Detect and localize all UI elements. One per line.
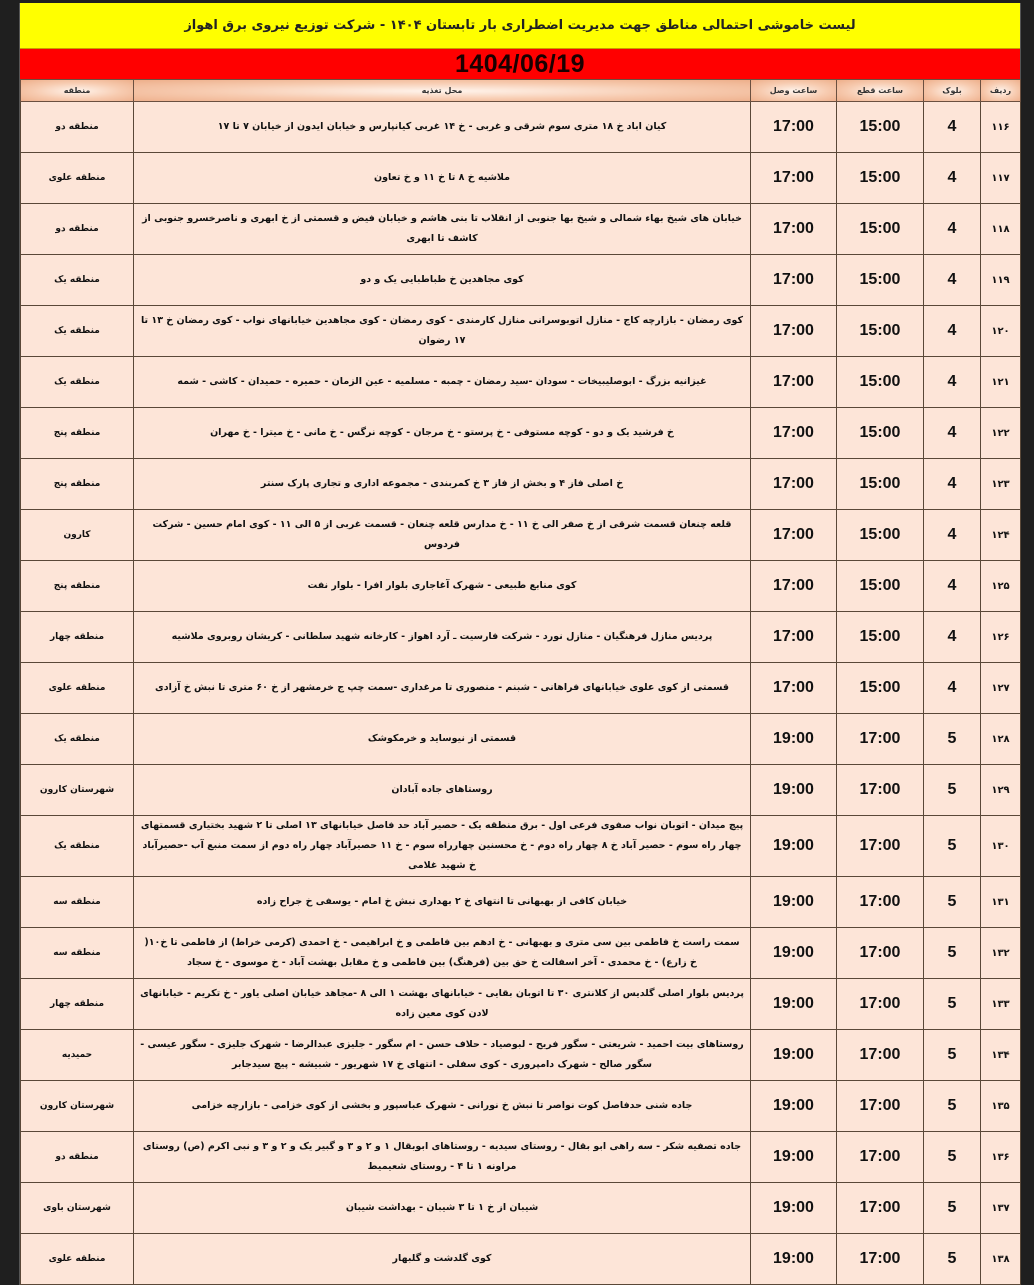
reconnect-time-cell: 19:00 <box>751 1132 837 1183</box>
row-number-cell: ۱۳۳ <box>981 979 1021 1030</box>
reconnect-time-cell: 19:00 <box>751 1234 837 1285</box>
location-cell: پردیس منازل فرهنگیان - منازل نورد - شرکت فارسیت ـ آرد اهواز - کارخانه شهید سلطانی - کریشان روبروی ملاشیه <box>134 612 751 663</box>
block-cell: 5 <box>924 816 981 877</box>
cut-time-cell: 17:00 <box>837 1234 924 1285</box>
cut-time-cell: 17:00 <box>837 1132 924 1183</box>
reconnect-time-cell: 19:00 <box>751 765 837 816</box>
row-number-cell: ۱۳۰ <box>981 816 1021 877</box>
block-cell: 5 <box>924 877 981 928</box>
reconnect-time-cell: 19:00 <box>751 1183 837 1234</box>
table-row <box>21 1030 1021 1081</box>
table-row <box>21 255 1021 306</box>
region-cell: شهرستان باوی <box>21 1183 134 1234</box>
block-cell: 5 <box>924 928 981 979</box>
row-number-cell: ۱۲۶ <box>981 612 1021 663</box>
block-cell: 4 <box>924 357 981 408</box>
region-cell: منطقه علوی <box>21 1234 134 1285</box>
cut-time-cell: 15:00 <box>837 255 924 306</box>
row-number-cell: ۱۱۷ <box>981 153 1021 204</box>
outage-schedule-sheet <box>19 3 1021 1285</box>
cut-time-cell: 17:00 <box>837 1183 924 1234</box>
location-cell: قلعه چنعان قسمت شرقی از خ صفر الی خ ۱۱ - خ مدارس قلعه چنعان - قسمت غربی از ۵ الی ۱۱ - کوی امام حسین - شرکت فردوس <box>134 510 751 561</box>
cut-time-cell: 17:00 <box>837 928 924 979</box>
outage-table <box>20 79 1021 1285</box>
region-cell: منطقه پنج <box>21 459 134 510</box>
row-number-cell: ۱۲۹ <box>981 765 1021 816</box>
region-cell: منطقه سه <box>21 928 134 979</box>
reconnect-time-cell: 17:00 <box>751 255 837 306</box>
region-cell: منطقه یک <box>21 357 134 408</box>
region-cell: منطقه سه <box>21 877 134 928</box>
row-number-cell: ۱۲۴ <box>981 510 1021 561</box>
table-row <box>21 979 1021 1030</box>
block-cell: 4 <box>924 255 981 306</box>
table-row <box>21 459 1021 510</box>
table-header-row <box>21 80 1021 102</box>
header-region: منطقه <box>21 80 134 102</box>
row-number-cell: ۱۳۱ <box>981 877 1021 928</box>
cut-time-cell: 17:00 <box>837 979 924 1030</box>
reconnect-time-cell: 19:00 <box>751 1030 837 1081</box>
table-row <box>21 663 1021 714</box>
cut-time-cell: 15:00 <box>837 561 924 612</box>
block-cell: 4 <box>924 561 981 612</box>
row-number-cell: ۱۲۳ <box>981 459 1021 510</box>
region-cell: شهرستان کارون <box>21 765 134 816</box>
row-number-cell: ۱۱۹ <box>981 255 1021 306</box>
cut-time-cell: 17:00 <box>837 1081 924 1132</box>
cut-time-cell: 15:00 <box>837 408 924 459</box>
reconnect-time-cell: 17:00 <box>751 408 837 459</box>
region-cell: منطقه یک <box>21 714 134 765</box>
header-row-number: ردیف <box>981 80 1021 102</box>
reconnect-time-cell: 17:00 <box>751 510 837 561</box>
block-cell: 5 <box>924 979 981 1030</box>
region-cell: منطقه پنج <box>21 408 134 459</box>
region-cell: منطقه یک <box>21 816 134 877</box>
table-row <box>21 204 1021 255</box>
location-cell: شیبان از خ ۱ تا ۳ شیبان - بهداشت شیبان <box>134 1183 751 1234</box>
table-row <box>21 102 1021 153</box>
region-cell: منطقه دو <box>21 204 134 255</box>
region-cell: منطقه چهار <box>21 612 134 663</box>
location-cell: جاده شنی حدفاصل کوت نواصر تا نبش خ نورانی - شهرک عباسپور و بخشی از کوی خزامی - بازارچه خزامی <box>134 1081 751 1132</box>
region-cell: منطقه علوی <box>21 153 134 204</box>
location-cell: غیزانیه بزرگ - ابوصلیبیخات - سودان -سید رمضان - چمبه - مسلمیه - عین الزمان - حمیره - حمیدان - کاشی - شمه <box>134 357 751 408</box>
reconnect-time-cell: 19:00 <box>751 816 837 877</box>
location-cell: قسمتی از کوی علوی خیابانهای فراهانی - شبنم - منصوری تا مرغداری -سمت چپ ج خرمشهر از خ ۶۰ متری تا نبش خ آزادی <box>134 663 751 714</box>
table-row <box>21 765 1021 816</box>
row-number-cell: ۱۲۷ <box>981 663 1021 714</box>
row-number-cell: ۱۱۶ <box>981 102 1021 153</box>
block-cell: 4 <box>924 102 981 153</box>
location-cell: روستاهای جاده آبادان <box>134 765 751 816</box>
cut-time-cell: 17:00 <box>837 1030 924 1081</box>
region-cell: منطقه یک <box>21 255 134 306</box>
reconnect-time-cell: 17:00 <box>751 102 837 153</box>
reconnect-time-cell: 17:00 <box>751 357 837 408</box>
region-cell: منطقه یک <box>21 306 134 357</box>
region-cell: منطقه دو <box>21 102 134 153</box>
schedule-date: 1404/06/19 <box>20 49 1020 79</box>
location-cell: ملاشیه خ ۸ تا خ ۱۱ و خ تعاون <box>134 153 751 204</box>
block-cell: 4 <box>924 306 981 357</box>
row-number-cell: ۱۲۸ <box>981 714 1021 765</box>
table-row <box>21 153 1021 204</box>
cut-time-cell: 15:00 <box>837 306 924 357</box>
cut-time-cell: 15:00 <box>837 153 924 204</box>
location-cell: قسمتی از نیوساید و خرمکوشک <box>134 714 751 765</box>
region-cell: منطقه پنج <box>21 561 134 612</box>
location-cell: پردیس بلوار اصلی گلدیس از کلانتری ۳۰ تا اتوبان بقایی - خیابانهای بهشت ۱ الی ۸ -مجاهد خیابان اصلی یاور - خ تکریم - خیابانهای لادن کوی معین زاده <box>134 979 751 1030</box>
reconnect-time-cell: 19:00 <box>751 928 837 979</box>
row-number-cell: ۱۳۶ <box>981 1132 1021 1183</box>
block-cell: 4 <box>924 612 981 663</box>
cut-time-cell: 17:00 <box>837 765 924 816</box>
cut-time-cell: 15:00 <box>837 510 924 561</box>
document-title: لیست خاموشی احتمالی مناطق جهت مدیریت اضطراری بار تابستان ۱۴۰۴ - شرکت توزیع نیروی برق اهواز <box>20 3 1020 49</box>
location-cell: خ اصلی فاز ۴ و بخش از فاز ۳ خ کمربندی - مجموعه اداری و تجاری پارک سنتر <box>134 459 751 510</box>
row-number-cell: ۱۳۲ <box>981 928 1021 979</box>
block-cell: 4 <box>924 204 981 255</box>
location-cell: جاده تصفیه شکر - سه راهی ابو بقال - روستای سیدیه - روستاهای ابوبقال ۱ و ۲ و ۳ و گبیر یک و ۲ و ۳ و نبی اکرم (ص) روستای مراونه ۱ تا ۴ - روستای شعیمیط <box>134 1132 751 1183</box>
table-row <box>21 1234 1021 1285</box>
block-cell: 4 <box>924 153 981 204</box>
location-cell: پیچ میدان - اتوبان نواب صفوی فرعی اول - برق منطقه یک - حصیر آباد حد فاصل خیابانهای ۱۳ اصلی تا ۲ شهید بختیاری قسمتهای چهار راه سوم - حصیر آباد خ ۸ چهار راه دوم - خ محسنین چهارراه سوم - خ ۱۱ حصیرآباد چهار راه دوم از سمت منبع آب -حصیرآباد خ شهید غلامی <box>134 816 751 877</box>
location-cell: خیابان کافی از بهبهانی تا انتهای خ ۲ بهداری نبش خ امام - یوسفی خ جراح زاده <box>134 877 751 928</box>
row-number-cell: ۱۲۱ <box>981 357 1021 408</box>
table-row <box>21 928 1021 979</box>
region-cell: شهرستان کارون <box>21 1081 134 1132</box>
table-row <box>21 612 1021 663</box>
location-cell: خیابان های شیخ بهاء شمالی و شیخ بها جنوبی از انقلاب تا بنی هاشم و خیابان فیض و قسمتی از خ ابهری و ناصرخسرو جنوبی از کاشف تا ابهری <box>134 204 751 255</box>
location-cell: کوی رمضان - بازارچه کاج - منازل اتوبوسرانی منازل کارمندی - کوی رمضان - کوی مجاهدین خیابانهای نواب - کوی رمضان خ ۱۳ تا ۱۷ رضوان <box>134 306 751 357</box>
block-cell: 5 <box>924 1183 981 1234</box>
cut-time-cell: 17:00 <box>837 816 924 877</box>
cut-time-cell: 15:00 <box>837 459 924 510</box>
block-cell: 5 <box>924 714 981 765</box>
region-cell: منطقه چهار <box>21 979 134 1030</box>
row-number-cell: ۱۲۲ <box>981 408 1021 459</box>
table-row <box>21 816 1021 877</box>
block-cell: 5 <box>924 1030 981 1081</box>
table-row <box>21 306 1021 357</box>
location-cell: کوی مجاهدین خ طباطبایی یک و دو <box>134 255 751 306</box>
header-block: بلوک <box>924 80 981 102</box>
location-cell: کوی گلدشت و گلبهار <box>134 1234 751 1285</box>
block-cell: 5 <box>924 1132 981 1183</box>
table-row <box>21 510 1021 561</box>
block-cell: 4 <box>924 459 981 510</box>
reconnect-time-cell: 17:00 <box>751 204 837 255</box>
region-cell: منطقه علوی <box>21 663 134 714</box>
header-location: محل تغذیه <box>134 80 751 102</box>
block-cell: 4 <box>924 663 981 714</box>
reconnect-time-cell: 19:00 <box>751 877 837 928</box>
table-row <box>21 877 1021 928</box>
cut-time-cell: 15:00 <box>837 204 924 255</box>
table-row <box>21 561 1021 612</box>
location-cell: کوی منابع طبیعی - شهرک آغاجاری بلوار افرا - بلوار نفت <box>134 561 751 612</box>
reconnect-time-cell: 17:00 <box>751 306 837 357</box>
reconnect-time-cell: 19:00 <box>751 1081 837 1132</box>
row-number-cell: ۱۳۷ <box>981 1183 1021 1234</box>
region-cell: کارون <box>21 510 134 561</box>
block-cell: 5 <box>924 765 981 816</box>
location-cell: خ فرشید یک و دو - کوچه مستوفی - خ پرستو - خ مرجان - کوچه نرگس - خ مانی - خ میترا - خ مهران <box>134 408 751 459</box>
table-row <box>21 1183 1021 1234</box>
reconnect-time-cell: 19:00 <box>751 979 837 1030</box>
region-cell: حمیدیه <box>21 1030 134 1081</box>
location-cell: کیان اباد خ ۱۸ متری سوم شرقی و غربی - خ ۱۴ غربی کیانپارس و خیابان ایدون از خیابان ۷ تا ۱۷ <box>134 102 751 153</box>
table-row <box>21 714 1021 765</box>
cut-time-cell: 17:00 <box>837 877 924 928</box>
cut-time-cell: 17:00 <box>837 714 924 765</box>
reconnect-time-cell: 19:00 <box>751 714 837 765</box>
location-cell: سمت راست خ فاطمی بین سی متری و بهبهانی - خ ادهم بین فاطمی و خ ابراهیمی - خ احمدی (کرمی خراط) از فاطمی تا خ۱۰( خ زارع) - خ محمدی - آخر اسفالت خ حق بین (فرهنگ) بین فاطمی و خ مقابل بهشت آباد - خ موسوی - خ سجاد <box>134 928 751 979</box>
region-cell: منطقه دو <box>21 1132 134 1183</box>
row-number-cell: ۱۲۰ <box>981 306 1021 357</box>
reconnect-time-cell: 17:00 <box>751 459 837 510</box>
table-row <box>21 357 1021 408</box>
block-cell: 4 <box>924 510 981 561</box>
row-number-cell: ۱۳۴ <box>981 1030 1021 1081</box>
cut-time-cell: 15:00 <box>837 357 924 408</box>
header-cut-time: ساعت قطع <box>837 80 924 102</box>
cut-time-cell: 15:00 <box>837 663 924 714</box>
reconnect-time-cell: 17:00 <box>751 153 837 204</box>
header-reconnect-time: ساعت وصل <box>751 80 837 102</box>
reconnect-time-cell: 17:00 <box>751 612 837 663</box>
reconnect-time-cell: 17:00 <box>751 561 837 612</box>
table-row <box>21 1132 1021 1183</box>
table-row <box>21 1081 1021 1132</box>
block-cell: 5 <box>924 1234 981 1285</box>
cut-time-cell: 15:00 <box>837 612 924 663</box>
block-cell: 5 <box>924 1081 981 1132</box>
reconnect-time-cell: 17:00 <box>751 663 837 714</box>
row-number-cell: ۱۳۵ <box>981 1081 1021 1132</box>
row-number-cell: ۱۱۸ <box>981 204 1021 255</box>
table-row <box>21 408 1021 459</box>
row-number-cell: ۱۲۵ <box>981 561 1021 612</box>
cut-time-cell: 15:00 <box>837 102 924 153</box>
row-number-cell: ۱۳۸ <box>981 1234 1021 1285</box>
location-cell: روستاهای بیت احمید - شریعتی - سگور فریح - لبوصیاد - حلاف حسن - ام سگور - جلیزی عبدالرضا - شهرک جلیزی - سگور عیسی - سگور صالح - شهرک دامپروری - کوی سفلی - انتهای خ ۱۷ شهریور - شبیشه - پیچ سیدجابر <box>134 1030 751 1081</box>
block-cell: 4 <box>924 408 981 459</box>
